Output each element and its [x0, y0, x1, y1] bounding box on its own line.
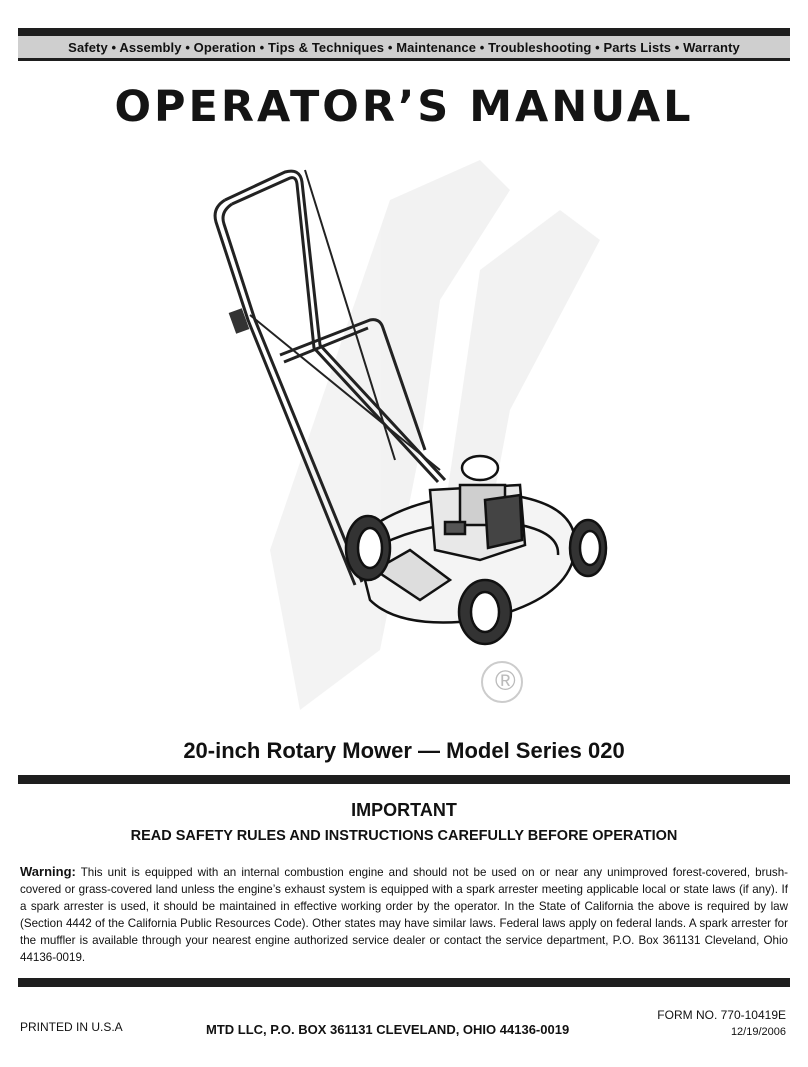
divider-rule [18, 775, 790, 784]
top-black-band [18, 28, 790, 36]
printed-in: PRINTED IN U.S.A [20, 1020, 123, 1034]
top-black-rule [18, 58, 790, 61]
page-title: OPERATOR’S MANUAL [114, 82, 694, 132]
form-number: FORM NO. 770-10419E [657, 1008, 786, 1022]
important-heading: IMPORTANT [351, 800, 457, 820]
model-title: 20-inch Rotary Mower — Model Series 020 [183, 738, 625, 763]
section-list: Safety • Assembly • Operation • Tips & Techniques • Maintenance • Troubleshooting • Parts Lists • Warranty [68, 39, 740, 55]
registered-mark: ® [495, 665, 516, 696]
section-strip [18, 36, 790, 58]
safety-instruction: READ SAFETY RULES AND INSTRUCTIONS CAREFULLY BEFORE OPERATION [130, 828, 678, 844]
warning-paragraph [20, 863, 788, 966]
divider-rule [18, 978, 790, 987]
warning-text: This unit is equipped with an internal combustion engine and should not be used on or near any unimproved forest-covered, brush-covered or grass-covered land unless the engine’s exhaust system is equipped with a spark arrester meeting applicable local or state laws (if any). If a spark arrester is used, it should be maintained in effective working order by the operator. In the State of California the above is required by law (Section 4442 of the California Public Resources Code). Other states may have similar laws. Federal laws apply on federal lands. A spark arrester for the muffler is available through your nearest engine authorized service dealer or contact the service department, P.O. Box 361131 Cleveland, Ohio 44136-0019. [20, 866, 788, 964]
warning-label: Warning: [20, 864, 76, 879]
company-address: MTD LLC, P.O. BOX 361131 CLEVELAND, OHIO 44136-0019 [206, 1022, 570, 1037]
form-date: 12/19/2006 [730, 1026, 786, 1038]
lawn-mower-icon [180, 150, 650, 710]
